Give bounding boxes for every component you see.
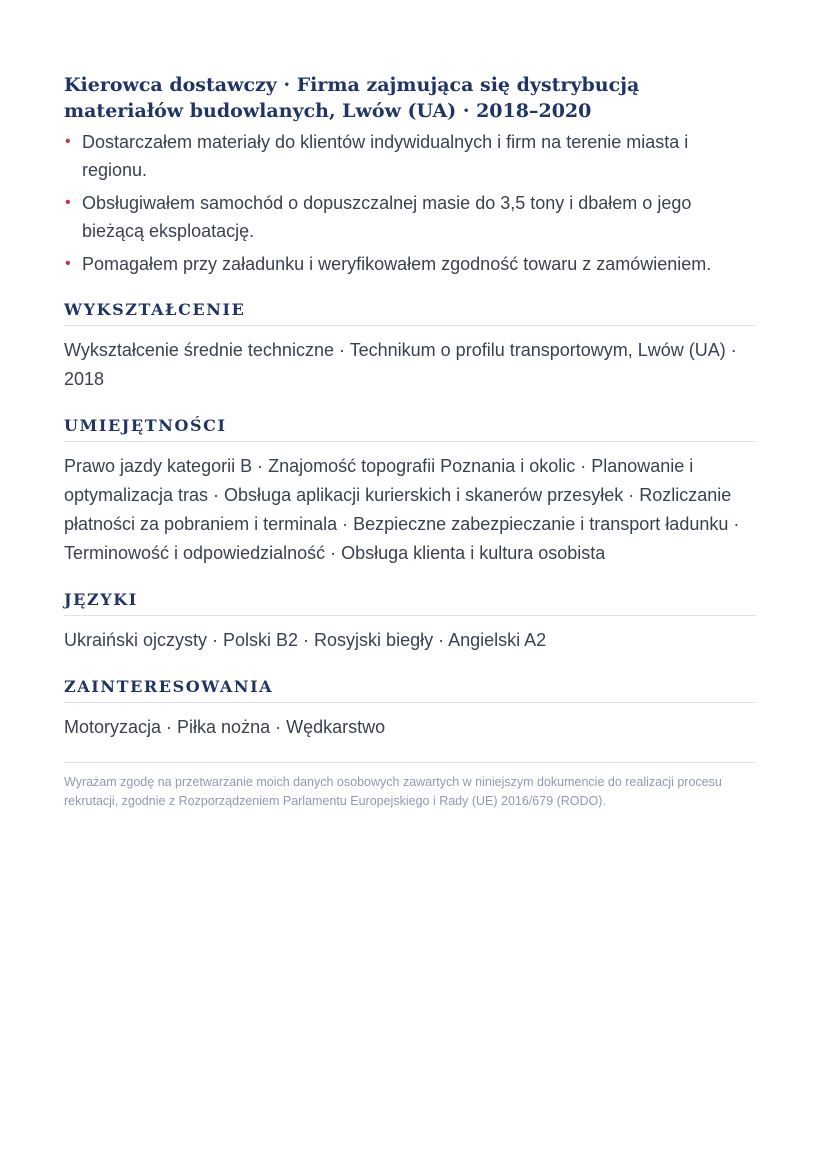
list-item: [64, 128, 756, 184]
bullet-icon: •: [65, 133, 71, 150]
experience-entry: [64, 72, 756, 278]
interests-text: Motoryzacja · Piłka nożna · Wędkarstwo: [64, 717, 386, 737]
skills-text: Prawo jazdy kategorii B · Znajomość topografii Poznania i okolic · Planowanie i optymalizacja tras · Obsługa aplikacji kurierskich i skanerów przesyłek · Rozliczanie płatności za pobraniem i terminala · Bezpieczne zabezpieczanie i transport ładunku · Terminowość i odpowiedzialność · Obsługa klienta i kultura osobista: [64, 456, 740, 563]
list-item: [64, 250, 756, 278]
section-heading: UMIEJĘTNOŚCI: [64, 416, 756, 442]
list-item: [64, 189, 756, 245]
job-duties-list: [64, 128, 756, 278]
education-section: [64, 300, 756, 394]
bullet-icon: •: [65, 194, 71, 211]
section-heading: WYKSZTAŁCENIE: [64, 300, 756, 326]
skills-section: [64, 416, 756, 568]
interests-section: [64, 677, 756, 742]
duty-text: Dostarczałem materiały do klientów indywidualnych i firm na terenie miasta i regionu.: [82, 132, 689, 180]
section-heading: JĘZYKI: [64, 590, 756, 616]
duty-text: Pomagałem przy załadunku i weryfikowałem zgodność towaru z zamówieniem.: [82, 254, 712, 274]
education-text: Wykształcenie średnie techniczne · Technikum o profilu transportowym, Lwów (UA) · 2018: [64, 340, 737, 389]
job-title: Kierowca dostawczy · Firma zajmująca się dystrybucją materiałów budowlanych, Lwów (UA) · 2018–2020: [64, 74, 640, 122]
languages-section: [64, 590, 756, 655]
bullet-icon: •: [65, 255, 71, 272]
languages-text: Ukraiński ojczysty · Polski B2 · Rosyjski biegły · Angielski A2: [64, 630, 547, 650]
section-heading: ZAINTERESOWANIA: [64, 677, 756, 703]
gdpr-consent-clause: Wyrażam zgodę na przetwarzanie moich danych osobowych zawartych w niniejszym dokumencie do realizacji procesu rekrutacji, zgodnie z Rozporządzeniem Parlamentu Europejskiego i Rady (UE) 2016/679 (RODO).: [64, 762, 756, 811]
duty-text: Obsługiwałem samochód o dopuszczalnej masie do 3,5 tony i dbałem o jego bieżącą eksploatację.: [82, 193, 692, 241]
